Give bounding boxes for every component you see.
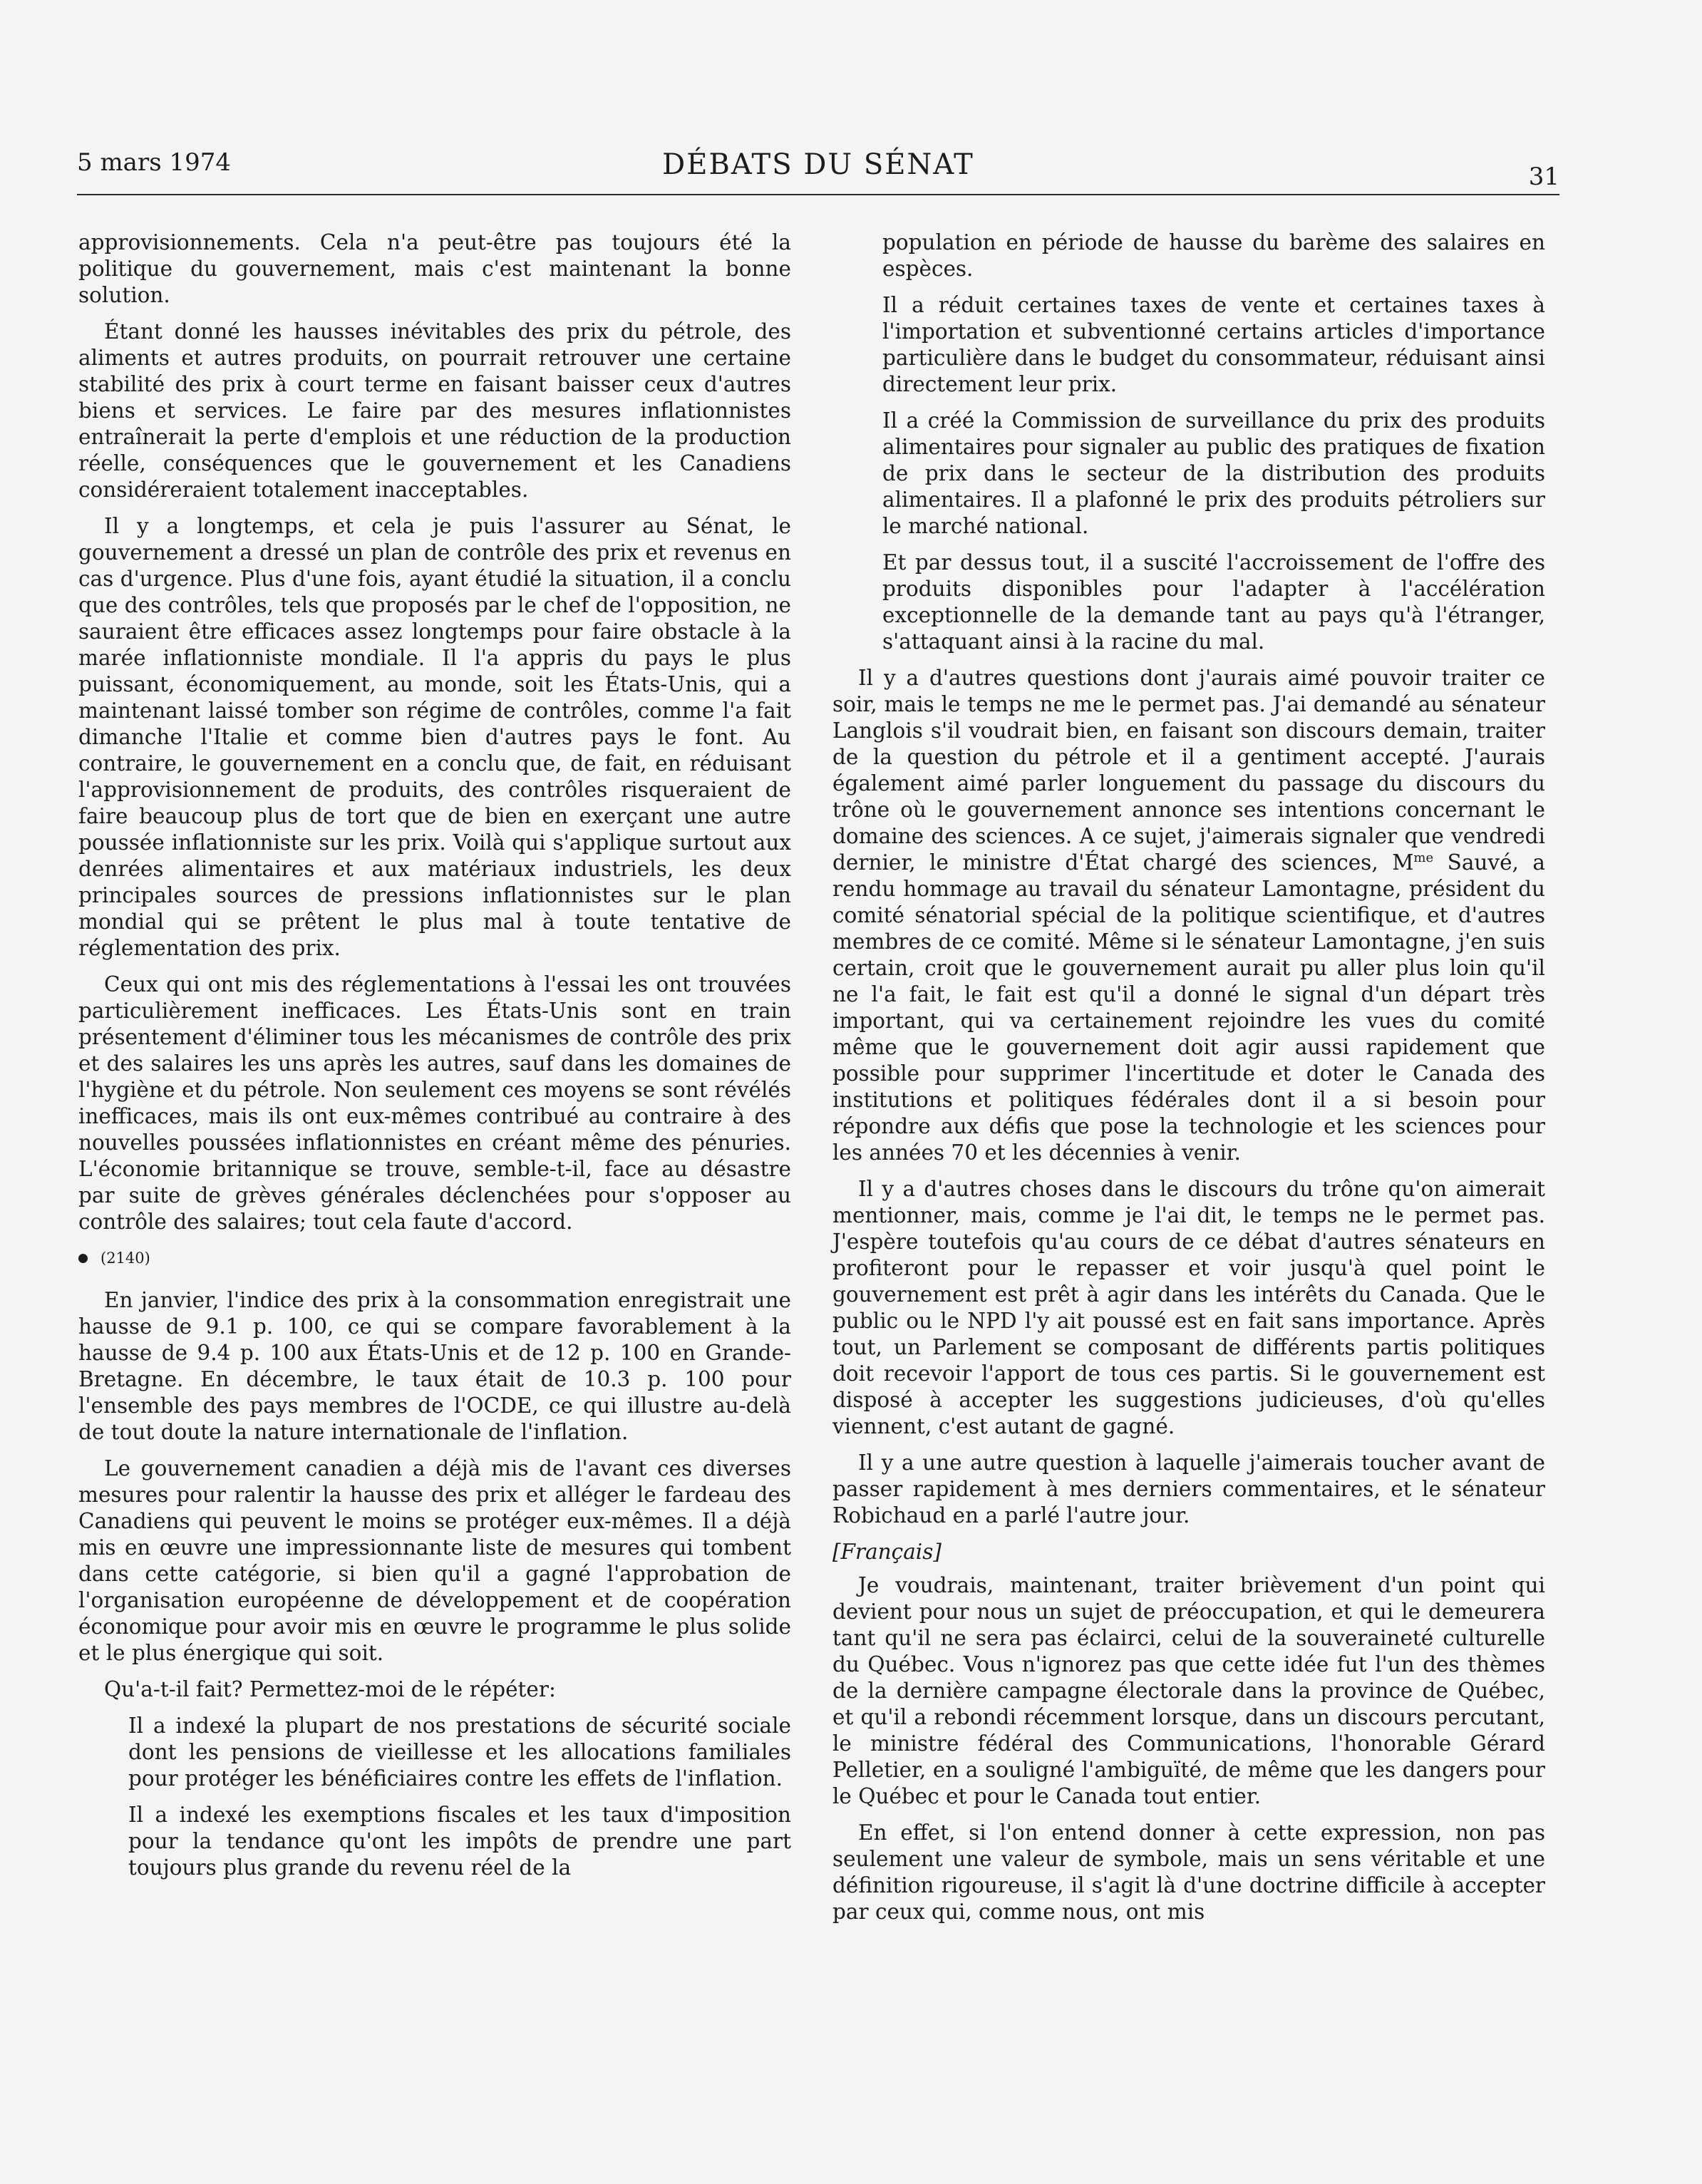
paragraph: Il y a longtemps, et cela je puis l'assurer au Sénat, le gouvernement a dressé un plan de contrôle des prix et revenus en cas d'urgence. Plus d'une fois, ayant étudié la situation, il a conclu que des contrôles, tels que proposés par le chef de l'opposition, ne sauraient être efficaces assez longtemps pour faire obstacle à la marée inflationniste mondiale. Il l'a appris du pays le plus puissant, économiquement, au monde, soit les États-Unis, qui a maintenant laissé tomber son régime de contrôles, comme l'a fait dimanche l'Italie et comme bien d'autres pays le font. Au contraire, le gouvernement en a conclu que, de fait, en réduisant l'approvisionnement de produits, des contrôles risqueraient de faire beaucoup plus de tort que de bien en exerçant une autre poussée inflationniste sur les prix. Voilà qui s'applique surtout aux denrées alimentaires et aux matériaux industriels, les deux principales sources de pressions inflationnistes sur le plan mondial qui se prêtent le plus mal à toute tentative de réglementation des prix. bbox=[78, 514, 791, 960]
paragraph-text: Sauvé, a rendu hommage au travail du sénateur Lamontagne, président du comité sénatorial spécial de la politique scientifique, et d'autres membres de ce comité. Même si le sénateur Lamontagne, j'en suis certain, croit que le gouvernement aurait pu aller plus loin qu'il ne l'a fait, le fait est qu'il a donné le signal d'un départ très important, qui va certainement rejoindre les vues du comité même que le gouvernement doit agir aussi rapidement que possible pour supprimer l'incertitude et doter le Canada des institutions et politiques fédérales dont il a si besoin pour répondre aux défis que pose la technologie et les sciences pour les années 70 et les décennies à venir. bbox=[832, 850, 1546, 1165]
paragraph bbox=[832, 665, 1545, 1166]
paragraph-indented: population en période de hausse du barème des salaires en espèces. bbox=[882, 230, 1545, 281]
paragraph: En janvier, l'indice des prix à la consommation enregistrait une hausse de 9.1 p. 100, ce qui se compare favorablement à la hausse de 9.4 p. 100 aux États-Unis et de 12 p. 100 en Grande-Bretagne. En décembre, le taux était de 10.3 p. 100 pour l'ensemble des pays membres de l'OCDE, ce qui illustre au-delà de tout doute la nature internationale de l'inflation. bbox=[78, 1288, 791, 1444]
paragraph: En effet, si l'on entend donner à cette expression, non pas seulement une valeur de symbole, mais un sens véritable et une définition rigoureuse, il s'agit là d'une doctrine difficile à accepter par ceux qui, comme nous, ont mis bbox=[832, 1820, 1545, 1924]
time-marker bbox=[78, 1245, 791, 1272]
paragraph-text: Il y a d'autres questions dont j'aurais aimé pouvoir traiter ce soir, mais le temps ne me le permet pas. J'ai demandé au sénateur Langlois s'il voudrait bien, en faisant son discours demain, traiter de la question du pétrole et il a gentiment accepté. J'aurais également aimé parler longuement du passage du discours du trône où le gouvernement annonce ses intentions concernant le domaine des sciences. A ce sujet, j'aimerais signaler que vendredi dernier, le ministre d'État chargé des sciences, M bbox=[832, 666, 1545, 875]
paragraph: Il y a d'autres choses dans le discours du trône qu'on aimerait mentionner, mais, comme je l'ai dit, le temps ne le permet pas. J'espère toutefois qu'au cours de ce débat d'autres sénateurs en profiteront pour le repasser et voir jusqu'à quel point le gouvernement est prêt à agir dans les intérêts du Canada. Que le public ou le NPD l'y ait poussé est en fait sans importance. Après tout, un Parlement se composant de différents partis politiques doit recevoir l'apport de tous ces partis. Si le gouvernement est disposé à accepter les suggestions judicieuses, d'où qu'elles viennent, c'est autant de gagné. bbox=[832, 1177, 1545, 1438]
paragraph: Étant donné les hausses inévitables des prix du pétrole, des aliments et autres produits, on pourrait retrouver une certaine stabilité des prix à court terme en faisant baisser ceux d'autres biens et services. Le faire par des mesures inflationnistes entraînerait la perte d'emplois et une réduction de la production réelle, conséquences que le gouvernement et les Canadiens considéreraient totalement inacceptables. bbox=[78, 319, 791, 502]
paragraph-indented: Il a réduit certaines taxes de vente et certaines taxes à l'importation et subventionné certains articles d'importance particulière dans le budget du consommateur, réduisant ainsi directement leur prix. bbox=[882, 293, 1545, 396]
right-column bbox=[832, 230, 1545, 1935]
paragraph: Ceux qui ont mis des réglementations à l'essai les ont trouvées particulièrement inefficaces. Les États-Unis sont en train présentement d'éliminer tous les mécanismes de contrôle des prix et des salaires les uns après les autres, sauf dans les domaines de l'hygiène et du pétrole. Non seulement ces moyens se sont révélés inefficaces, mais ils ont eux-mêmes contribué au contraire à des nouvelles poussées inflationnistes en créant même des pénuries. L'économie britannique se trouve, semble-t-il, face au désastre par suite de grèves générales déclenchées pour s'opposer au contrôle des salaires; tout cela faute d'accord. bbox=[78, 972, 791, 1234]
paragraph-indented: Il a indexé la plupart de nos prestations de sécurité sociale dont les pensions de vieillesse et les allocations familiales pour protéger les bénéficiaires contre les effets de l'inflation. bbox=[128, 1714, 791, 1791]
language-tag: [Français] bbox=[832, 1540, 942, 1564]
header-title: DÉBATS DU SÉNAT bbox=[662, 148, 974, 181]
header-date: 5 mars 1974 bbox=[77, 148, 231, 177]
time-marker-label: (2140) bbox=[100, 1250, 150, 1267]
bullet-dot-icon bbox=[78, 1254, 88, 1263]
paragraph: Il y a une autre question à laquelle j'aimerais toucher avant de passer rapidement à mes derniers commentaires, et le sénateur Robichaud en a parlé l'autre jour. bbox=[832, 1451, 1545, 1528]
page-number: 31 bbox=[1528, 163, 1559, 191]
paragraph: Le gouvernement canadien a déjà mis de l'avant ces diverses mesures pour ralentir la hausse des prix et alléger le fardeau des Canadiens qui peuvent le moins se protéger eux-mêmes. Il a déjà mis en œuvre une impressionnante liste de mesures qui tombent dans cette catégorie, si bien qu'il a gagné l'approbation de l'organisation européenne de développement et de coopération économique pour avoir mis en œuvre le programme le plus solide et le plus énergique qui soit. bbox=[78, 1456, 791, 1665]
page-header bbox=[77, 143, 1559, 195]
paragraph: approvisionnements. Cela n'a peut-être pas toujours été la politique du gouvernement, mais c'est maintenant la bonne solution. bbox=[78, 230, 791, 307]
paragraph: Qu'a-t-il fait? Permettez-moi de le répéter: bbox=[104, 1677, 556, 1701]
superscript: me bbox=[1413, 850, 1434, 866]
paragraph-indented: Et par dessus tout, il a suscité l'accroissement de l'offre des produits disponibles pour l'adapter à l'accélération exceptionnelle de la demande tant au pays qu'à l'étranger, s'attaquant ainsi à la racine du mal. bbox=[882, 550, 1545, 654]
paragraph-indented: Il a indexé les exemptions fiscales et les taux d'imposition pour la tendance qu'ont les impôts de prendre une part toujours plus grande du revenu réel de la bbox=[128, 1803, 791, 1880]
paragraph-indented: Il a créé la Commission de surveillance du prix des produits alimentaires pour signaler au public des pratiques de fixation de prix dans le secteur de la distribution des produits alimentaires. Il a plafonné le prix des produits pétroliers sur le marché national. bbox=[882, 408, 1545, 538]
paragraph: Je voudrais, maintenant, traiter brièvement d'un point qui devient pour nous un sujet de préoccupation, et qui le demeurera tant qu'il ne sera pas éclairci, celui de la souveraineté culturelle du Québec. Vous n'ignorez pas que cette idée fut l'un des thèmes de la dernière campagne électorale dans la province de Québec, et qu'il a rebondi récemment lorsque, dans un discours percutant, le ministre fédéral des Communications, l'honorable Gérard Pelletier, en a souligné l'ambiguïté, de même que les dangers pour le Québec et pour le Canada tout entier. bbox=[832, 1573, 1545, 1808]
left-column bbox=[78, 230, 791, 1891]
